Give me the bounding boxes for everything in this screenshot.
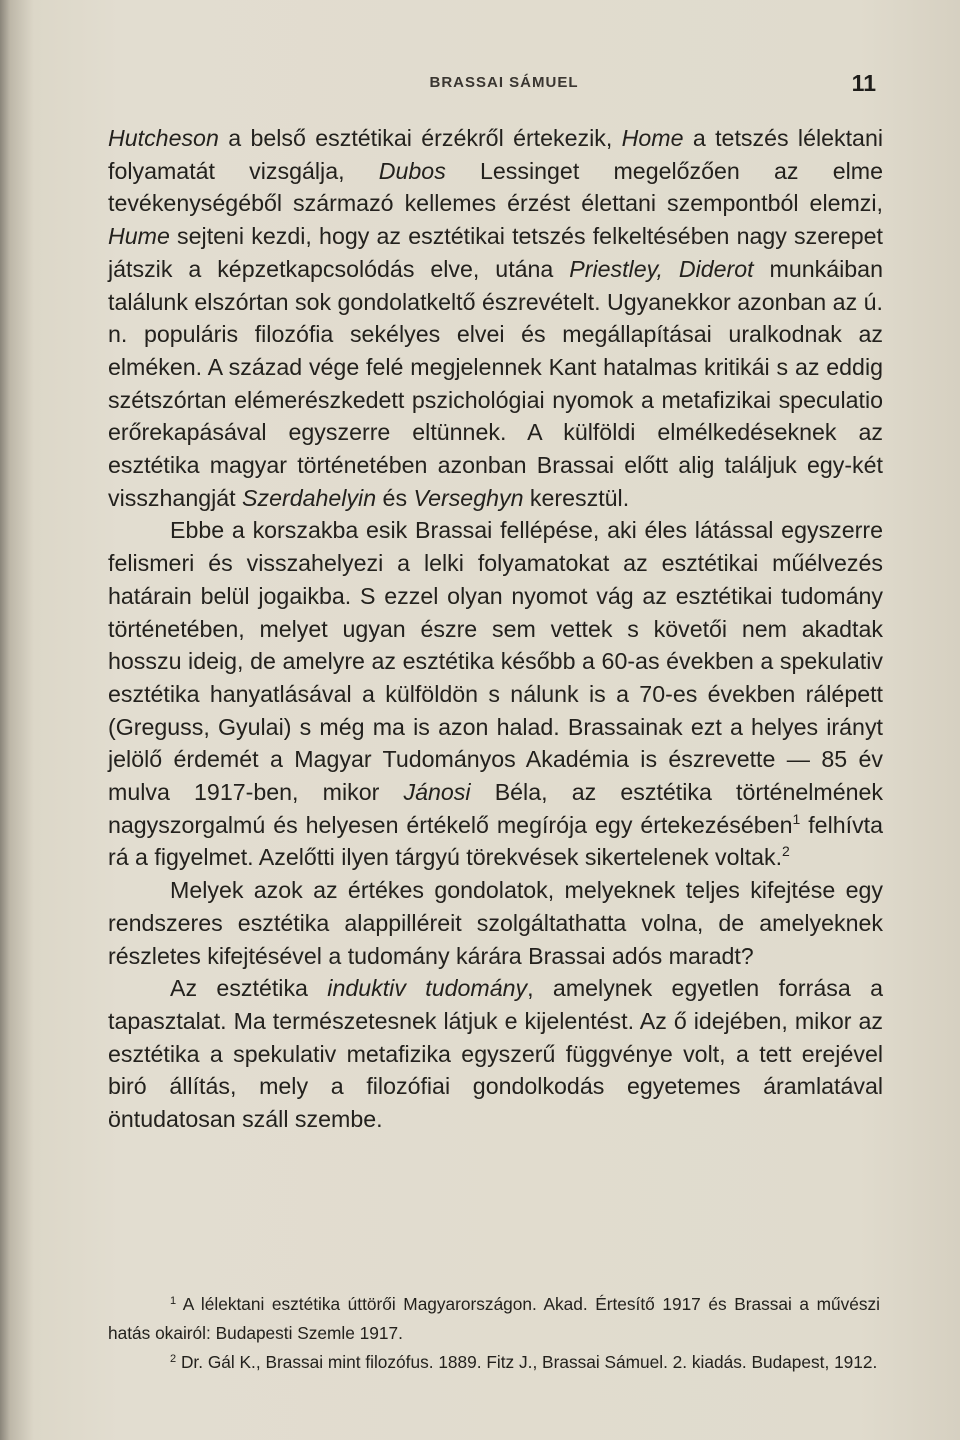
italic-name: Verseghyn [413,484,524,511]
footnote-reference: 1 [792,810,801,827]
italic-name: Szerdahelyin [242,484,377,511]
page-number: 11 [851,70,876,96]
footnote-1-marker: 1 [170,1295,177,1307]
italic-name: Jánosi [403,779,471,806]
footnote-2-text: Dr. Gál K., Brassai mint filozófus. 1889. Fitz J., Brassai Sámuel. 2. kiadás. Budapest, 1912. [180,1352,878,1372]
footnote-reference: 2 [782,843,790,860]
footnote-1 [108,1290,880,1348]
italic-name: Hume [108,223,170,250]
page-header [108,68,876,104]
italic-name: Dubos [378,157,446,184]
running-head: BRASSAI SÁMUEL [429,74,579,91]
paragraph-3: Melyek azok az értékes gondolatok, melyeknek teljes kifejtése egy rendszeres esztétika alappilléreit szolgáltathatta volna, de amelyeknek részletes kifejtésével a tudomány kárára Brassai adós maradt? [108,877,883,969]
paragraph-4: Az esztétika induktiv tudomány, amelynek egyetlen forrása a tapasztalat. Ma természetesnek látjuk e kijelentést. Az ő idejében, mikor az esztétika a spekulativ metafizika egyszerű függvénye volt, a tett erejével biró állítás, mely a filozófiai gondolkodás egyetemes áramlatával öntudatosan száll szembe. [108,975,883,1133]
footnote-2 [108,1348,880,1377]
body-text [108,122,883,1136]
italic-name: Priestley, Diderot [569,255,754,282]
italic-name: induktiv tudomány [327,975,528,1002]
paragraph-1: Hutcheson a belső esztétikai érzékről értekezik, Home a tetszés lélektani folyamatát vizsgálja, Dubos Lessinget megelőzően az elme tevékenységéből származó kellemes érzést élettani szempontból elemzi, Hume sejteni kezdi, hogy az esztétikai tetszés felkeltésében nagy szerepet játszik a képzetkapcsolódás elve, utána Priestley, Diderot munkáiban találunk elszórtan sok gondolatkeltő észrevételt. Ugyanekkor azonban az ú. n. populáris filozófia sekélyes elvei és megállapításai uralkodnak az elméken. A század vége felé megjelennek Kant hatalmas kritikái s az eddig szétszórtan elémerészkedett pszichológiai nyomok a metafizikai speculatio erőrekapásával egyszerre eltünnek. A külföldi elmélkedéseknek az esztétika magyar történetében azonban Brassai előtt alig találjuk egy-két visszhangját Szerdahelyin és Verseghyn keresztül. [108,125,883,511]
footnote-1-text: A lélektani esztétika úttörői Magyarországon. Akad. Értesítő 1917 és Brassai a művészi hatás okairól: Budapesti Szemle 1917. [108,1294,880,1343]
italic-name: Home [621,125,684,151]
paragraph-2: Ebbe a korszakba esik Brassai fellépése, aki éles látással egyszerre felismeri és visszahelyezi a lelki folyamatokat az esztétikai műélvezés határain belül jogaikba. S ezzel olyan nyomot vág az esztétikai tudomány történetében, melyet ugyan észre sem vettek s követői nem akadtak hosszu ideig, de amelyre az esztétika később a 60-as években a spekulativ esztétika hanyatlásával a külföldön s nálunk is a 70-es években rálépett (Greguss, Gyulai) s még ma is azon halad. Brassainak ezt a helyes irányt jelölő érdemét a Magyar Tudományos Akadémia is észrevette — 85 év mulva 1917-ben, mikor Jánosi Béla, az esztétika történelmének nagyszorgalmú és helyesen értékelő megírója egy értekezésében$^1$ felhívta rá a figyelmet. Azelőtti ilyen tárgyú törekvések sikertelenek voltak.$^2$ [108,517,883,871]
italic-name: Hutcheson [108,125,219,151]
footnote-2-marker: 2 [170,1353,177,1365]
footnotes [108,1290,880,1377]
